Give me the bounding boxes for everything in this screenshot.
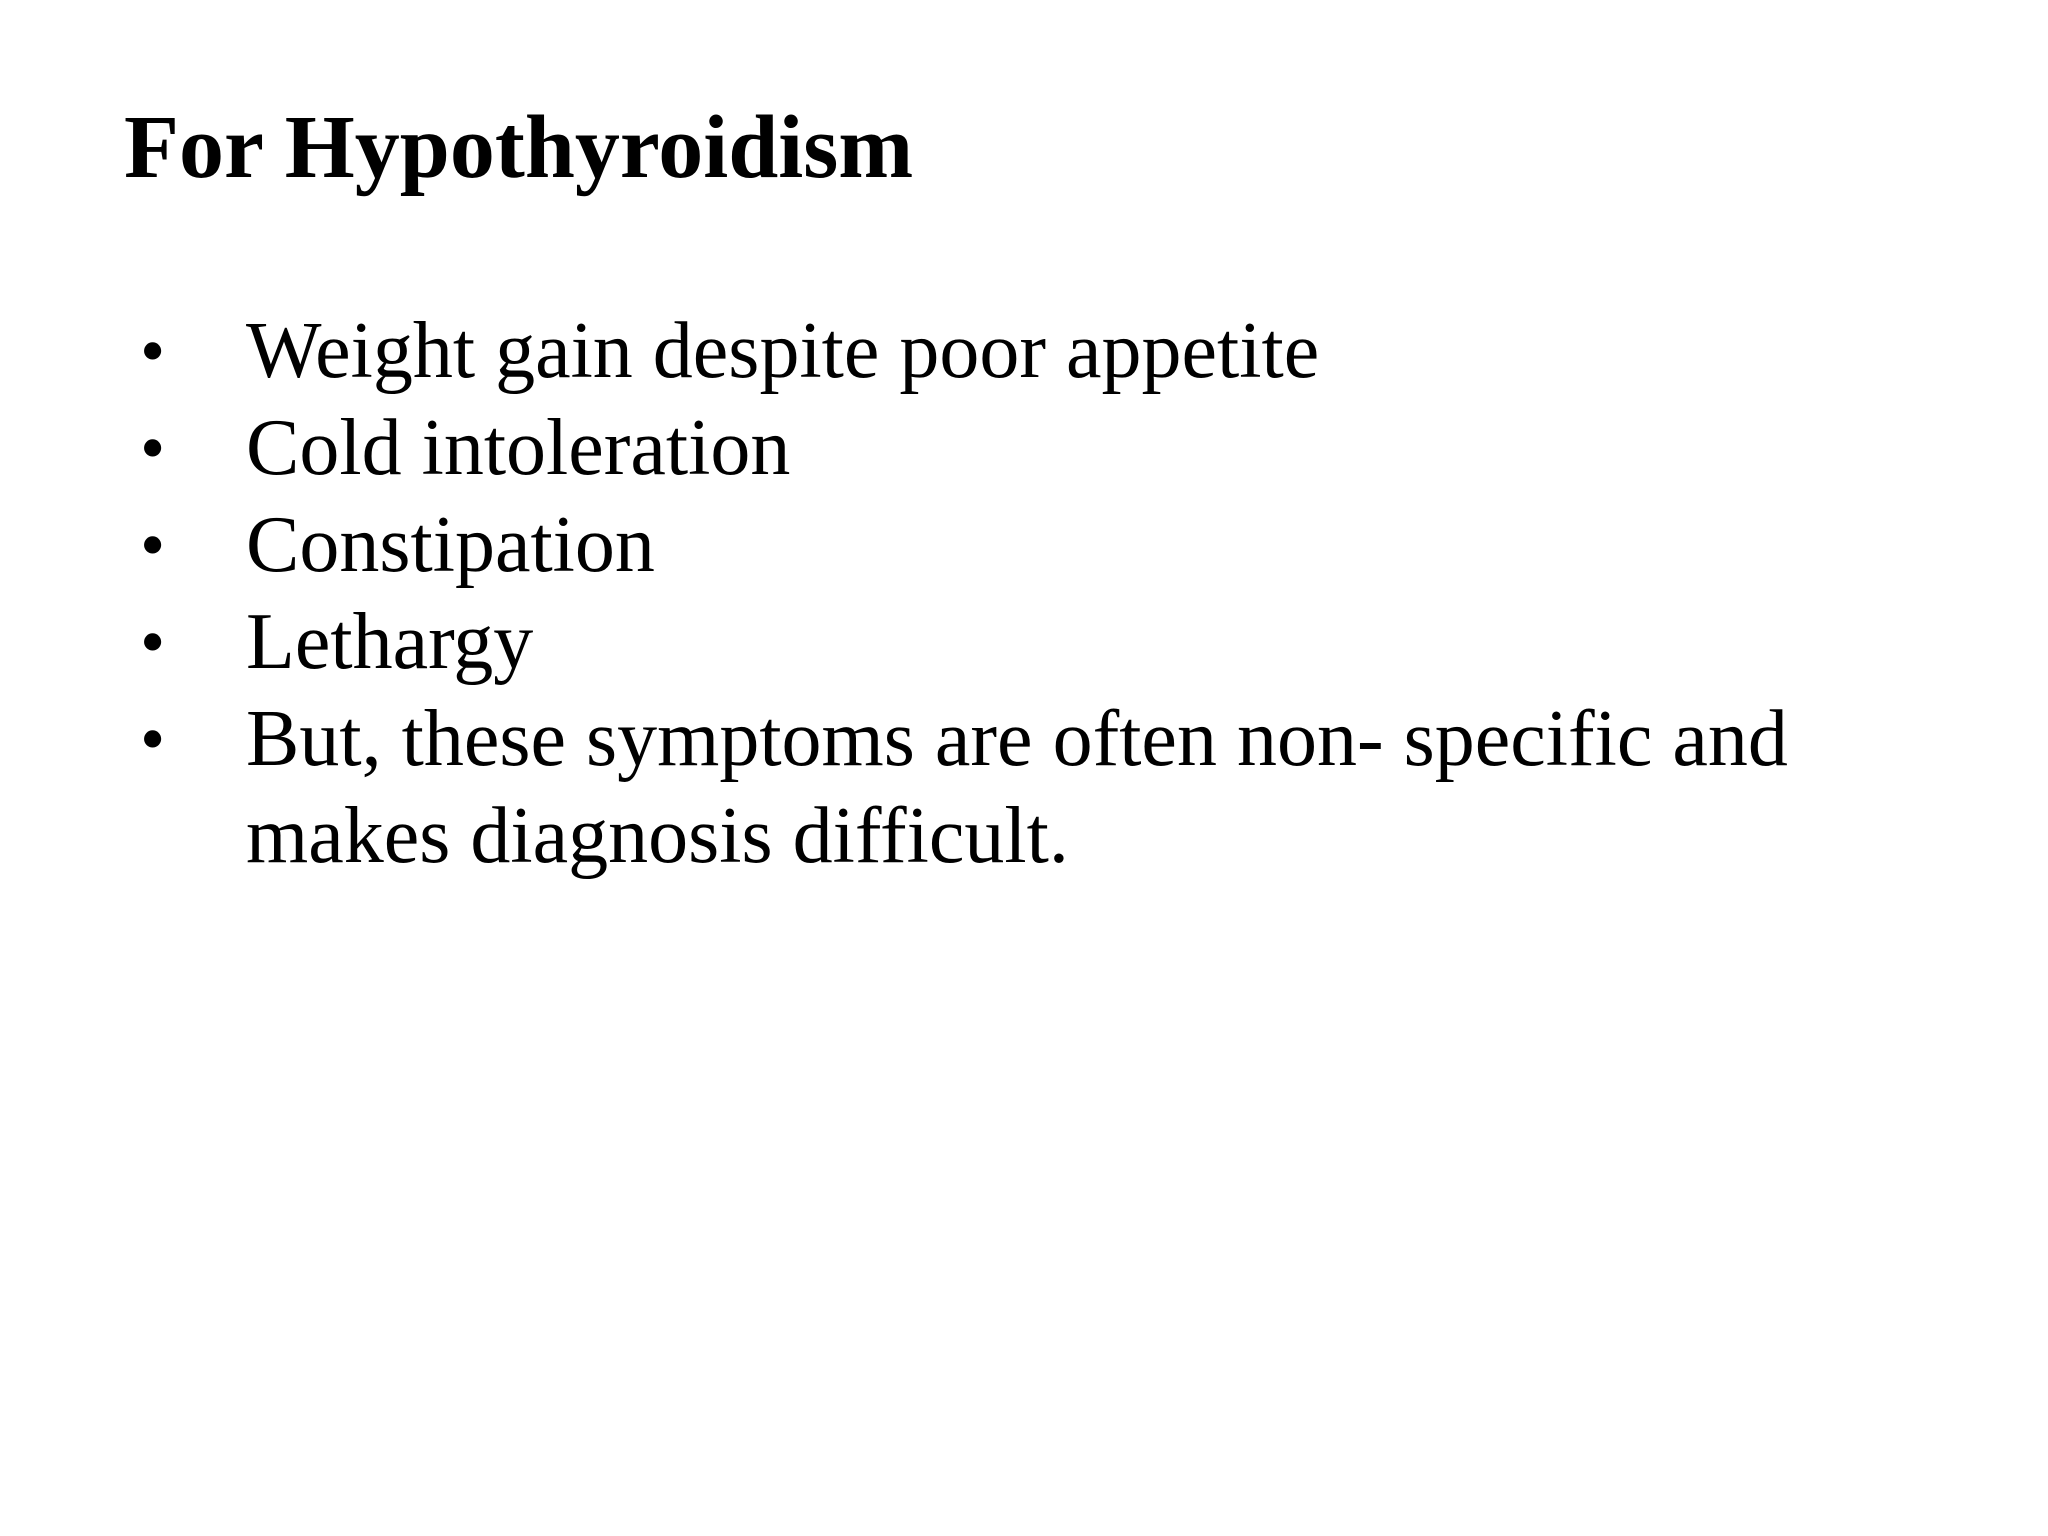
list-item xyxy=(140,497,1840,594)
bullet-icon: • xyxy=(140,602,166,682)
bullet-text: Weight gain despite poor appetite xyxy=(246,307,1320,395)
bullet-icon: • xyxy=(140,699,166,779)
bullet-text: Constipation xyxy=(246,501,655,589)
bullet-text: Cold intoleration xyxy=(246,404,791,492)
list-item xyxy=(140,400,1840,497)
bullet-list xyxy=(140,303,1840,885)
list-item xyxy=(140,594,1840,691)
bullet-icon: • xyxy=(140,408,166,488)
bullet-icon: • xyxy=(140,505,166,585)
slide-title: For Hypothyroidism xyxy=(124,98,914,197)
list-item xyxy=(140,691,1840,885)
bullet-text: Lethargy xyxy=(246,598,534,686)
bullet-text: But, these symptoms are often non- specific and makes diagnosis difficult. xyxy=(246,695,1788,880)
bullet-icon: • xyxy=(140,311,166,391)
list-item xyxy=(140,303,1840,400)
